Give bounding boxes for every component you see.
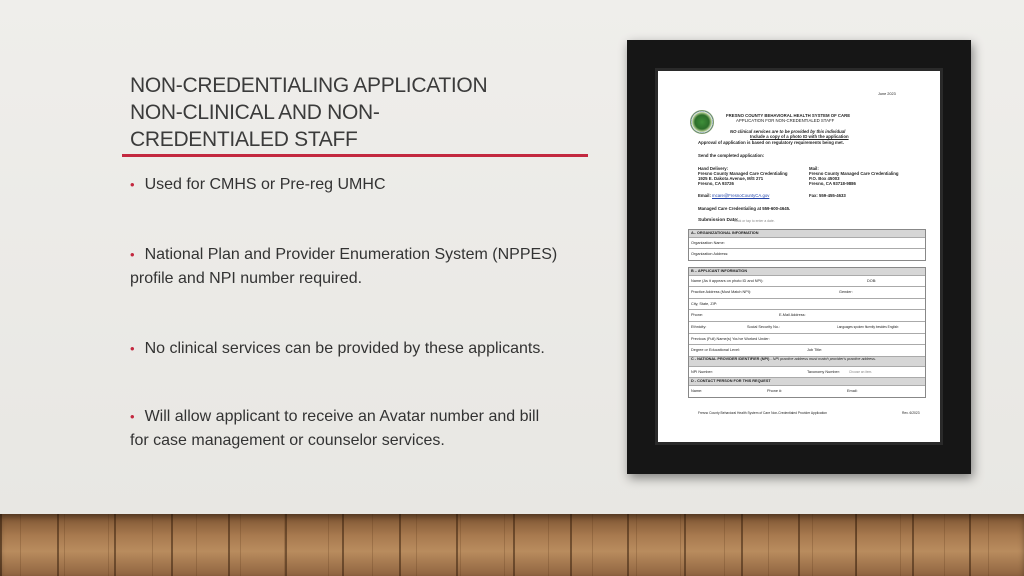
form-row — [689, 367, 925, 379]
bullet-dot-icon: • — [130, 341, 135, 356]
send-label: Send the completed application: — [698, 153, 765, 158]
contact-phone-field[interactable]: Phone #: — [767, 388, 783, 393]
mail-line-3: Fresno, CA 93718-9886 — [809, 181, 856, 186]
mail-label: Mail: — [809, 166, 819, 171]
form-title: APPLICATION FOR NON-CREDENTIALED STAFF — [736, 118, 835, 123]
ethnicity-field[interactable]: Ethnicity: — [691, 324, 707, 329]
languages-field[interactable]: Languages spoken fluently besides English: — [837, 324, 900, 329]
section-b-header: B – APPLICANT INFORMATION — [689, 268, 925, 276]
mail-line-2: P.O. Box 45003 — [809, 176, 840, 181]
taxonomy-label: Taxonomy Number: — [807, 369, 840, 374]
org-name-field[interactable]: Organization Name: — [689, 238, 925, 250]
email-link[interactable]: mcare@FresnoCountyCA.gov — [712, 193, 770, 198]
npi-number-field[interactable]: NPI Number: — [691, 369, 713, 374]
contact-email-field[interactable]: Email: — [847, 388, 858, 393]
bullet-item — [130, 173, 590, 197]
bullet-text-continued: profile and NPI number required. — [130, 270, 363, 287]
bullet-text: Used for CMHS or Pre-reg UMHC — [144, 176, 386, 193]
bullet-text: National Plan and Provider Enumeration System (NPPES) — [144, 246, 558, 263]
job-title-field[interactable]: Job Title: — [807, 348, 823, 353]
bullet-item — [130, 243, 590, 291]
section-d-header: D - CONTACT PERSON FOR THIS REQUEST — [689, 378, 925, 386]
practice-address-field[interactable]: Practice Address (Must Match NPI): — [691, 290, 752, 295]
bullet-text: No clinical services can be provided by these applicants. — [144, 340, 545, 357]
slide-title — [130, 72, 590, 153]
bullet-text: Will allow applicant to receive an Avatar number and bill — [144, 408, 540, 425]
gender-field[interactable]: Gender: — [839, 290, 853, 295]
fax-text: Fax: 559-455-4633 — [809, 193, 846, 198]
form-row — [689, 322, 925, 334]
bullet-text-continued: for case management or counselor services. — [130, 432, 445, 449]
form-org: FRESNO COUNTY BEHAVIORAL HEALTH SYSTEM OF CARE — [726, 113, 851, 118]
dob-field[interactable]: DOB: — [867, 278, 877, 283]
name-field[interactable]: Name (As it appears on photo ID and NPI): — [691, 278, 764, 283]
section-c-header — [689, 357, 925, 367]
contact-name-field[interactable]: Name: — [691, 388, 703, 393]
form-note-3: Approval of application is based on regulatory requirements being met. — [698, 140, 844, 145]
county-seal-icon — [690, 110, 714, 134]
phone-text: Managed Care Credentialing at 559-600-4645. — [698, 206, 791, 211]
form-note-2: Include a copy of a photo ID with the application — [750, 134, 849, 139]
title-line-2: NON-CLINICAL AND NON- — [130, 101, 380, 124]
bullet-dot-icon: • — [130, 177, 135, 192]
city-field[interactable]: City, State, ZIP: — [689, 299, 925, 311]
wood-floor — [0, 514, 1024, 576]
bullet-item — [130, 337, 590, 361]
section-a-table — [688, 229, 926, 261]
section-b-table — [688, 267, 926, 398]
application-form-image — [658, 71, 940, 442]
hand-label: Hand Delivery: — [698, 166, 729, 171]
form-note-1: NO clinical services are to be provided by this individual — [730, 129, 846, 134]
degree-field[interactable]: Degree or Educational Level: — [691, 348, 740, 353]
section-c-title: C - NATIONAL PROVIDER IDENTIFIER (NPI) — [691, 356, 770, 361]
form-date: June 2023 — [878, 92, 896, 96]
title-line-3: CREDENTIALED STAFF — [130, 128, 358, 151]
bullet-dot-icon: • — [130, 247, 135, 262]
form-footer-right: Rev. 6/2023 — [902, 411, 920, 415]
phone-field[interactable]: Phone: — [691, 313, 704, 318]
email-field[interactable]: E-Mail Address: — [779, 313, 806, 318]
section-a-header: A– ORGANIZATIONAL INFORMATION — [689, 230, 925, 238]
section-c-note: - NPI practice address must match provider's practice address. — [770, 356, 877, 361]
org-address-field[interactable]: Organization Address: — [691, 252, 729, 257]
submission-label: Submission Date: — [698, 218, 739, 223]
hand-line-3: Fresno, CA 93726 — [698, 181, 734, 186]
bullet-item — [130, 405, 590, 453]
form-row — [689, 345, 925, 357]
title-divider — [122, 154, 588, 157]
bullet-dot-icon: • — [130, 409, 135, 424]
form-footer-left: Fresno County Behavioral Health System of Care Non-Credentialed Provider Application — [698, 411, 828, 415]
submission-date-field[interactable]: Click or tap to enter a date. — [734, 219, 775, 223]
form-row — [689, 386, 925, 397]
ssn-field[interactable]: Social Security No.: — [747, 324, 781, 329]
form-row — [689, 276, 925, 288]
taxonomy-dropdown[interactable]: Choose an item. — [849, 369, 873, 374]
previous-names-field[interactable]: Previous (Full) Name(s) You've Worked Under: — [689, 334, 925, 346]
email-label: Email: — [698, 193, 711, 198]
form-row — [689, 287, 925, 299]
hand-line-2: 1925 E. Dakota Avenue, M/S 271 — [698, 176, 764, 181]
title-line-1: NON-CREDENTIALING APPLICATION — [130, 74, 488, 97]
form-row — [689, 310, 925, 322]
hand-line-1: Fresno County Managed Care Credentialing — [698, 171, 788, 176]
mail-line-1: Fresno County Managed Care Credentialing — [809, 171, 899, 176]
